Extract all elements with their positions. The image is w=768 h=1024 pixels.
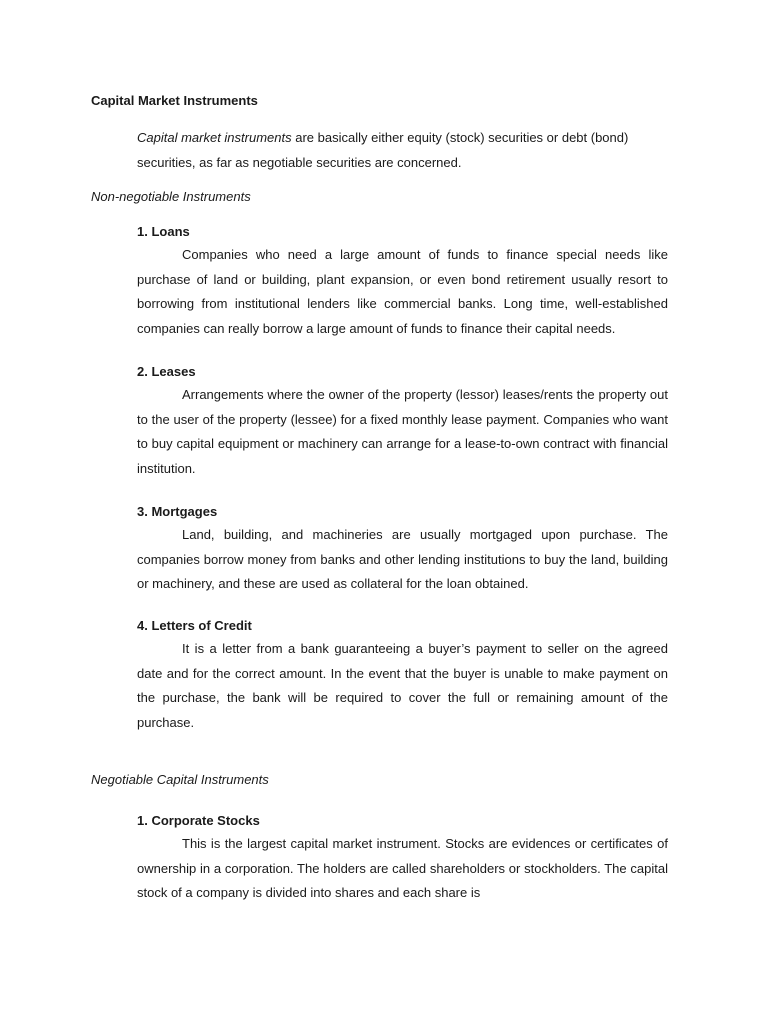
item-body: This is the largest capital market instrument. Stocks are evidences or certificates of ownership in a corporation. The holders are called shareholders or stockholders. The capital stock of a company is divided into shares and each share is — [137, 836, 668, 900]
item-heading: 4. Letters of Credit — [137, 618, 252, 633]
item-body: Arrangements where the owner of the property (lessor) leases/rents the property out to the user of the property (lessee) for a fixed monthly lease payment. Companies who want to buy capital equipment or machinery can arrange for a lease-to-own contract with financial institution. — [137, 387, 668, 476]
section-label-non-negotiable: Non-negotiable Instruments — [91, 189, 251, 204]
item-body: It is a letter from a bank guaranteeing a buyer’s payment to seller on the agreed date and for the correct amount. In the event that the buyer is unable to make payment on the purchase, the bank will be required to cover the full or remaining amount of the purchase. — [137, 641, 668, 730]
item-body: Land, building, and machineries are usually mortgaged upon purchase. The companies borrow money from banks and other lending institutions to buy the land, building or machinery, and these are used as collateral for the loan obtained. — [137, 527, 668, 591]
item-heading: 1. Loans — [137, 224, 190, 239]
page-title: Capital Market Instruments — [91, 93, 258, 108]
intro-text: are basically either equity (stock) securities or debt (bond) securities, as far as negotiable securities are concerned. — [137, 130, 629, 170]
item-leases — [137, 363, 668, 481]
intro-paragraph — [137, 125, 668, 175]
item-heading: 3. Mortgages — [137, 504, 218, 519]
item-letters-of-credit — [137, 617, 668, 735]
item-body: Companies who need a large amount of funds to finance special needs like purchase of land or building, plant expansion, or even bond retirement usually resort to borrowing from institutional lenders like commercial banks. Long time, well-established companies can really borrow a large amount of funds to finance their capital needs. — [137, 247, 668, 336]
item-loans — [137, 223, 668, 341]
item-mortgages — [137, 503, 668, 597]
item-corporate-stocks — [137, 812, 668, 906]
item-heading: 1. Corporate Stocks — [137, 813, 260, 828]
section-label-negotiable: Negotiable Capital Instruments — [91, 772, 269, 787]
intro-emphasis: Capital market instruments — [137, 130, 292, 145]
item-heading: 2. Leases — [137, 364, 196, 379]
